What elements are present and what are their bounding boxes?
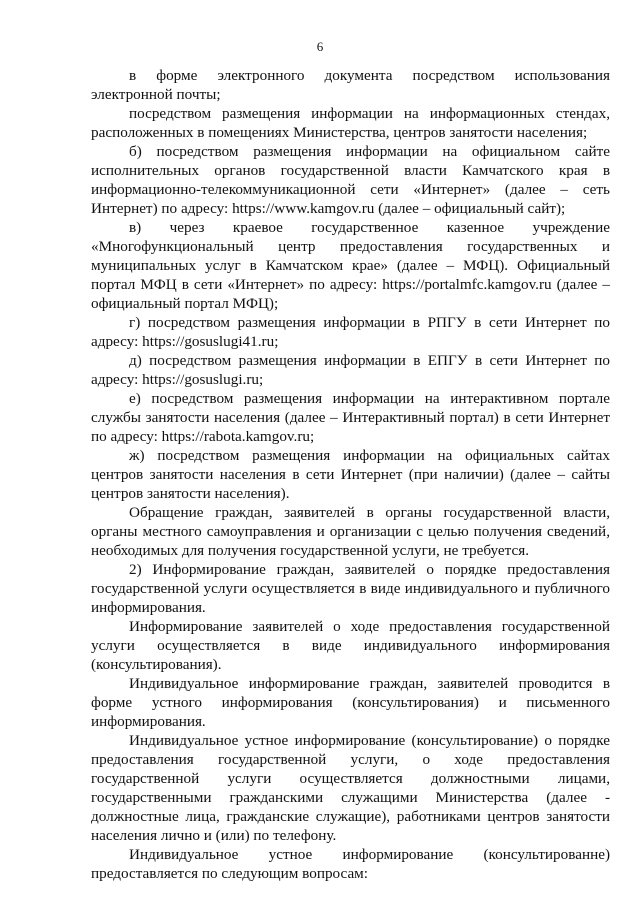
- paragraph: д) посредством размещения информации в ЕПГУ в сети Интернет по адресу: https://gosuslugi.ru;: [91, 352, 610, 388]
- paragraph: Индивидуальное информирование граждан, заявителей проводится в форме устного информирования (консультирования) и письменного информирования.: [91, 675, 610, 730]
- paragraph: в) через краевое государственное казенное учреждение «Многофункциональный центр предоставления государственных и муниципальных услуг в Камчатском крае» (далее – МФЦ). Официальный портал МФЦ в сети «Интернет» по адресу: https://portalmfc.kamgov.ru (далее – официальный портал МФЦ);: [91, 219, 610, 312]
- paragraph: Индивидуальное устное информирование (консультированне) предоставляется по следующим вопросам:: [91, 846, 610, 882]
- paragraph: 2) Информирование граждан, заявителей о порядке предоставления государственной услуги осуществляется в виде индивидуального и публичного информирования.: [91, 561, 610, 616]
- paragraph: ж) посредством размещения информации на официальных сайтах центров занятости населения в сети Интернет (при наличии) (далее – сайты центров занятости населения).: [91, 447, 610, 502]
- paragraph: е) посредством размещения информации на интерактивном портале службы занятости населения (далее – Интерактивный портал) в сети Интернет по адресу: https://rabota.kamgov.ru;: [91, 390, 610, 445]
- paragraph: б) посредством размещения информации на официальном сайте исполнительных органов государственной власти Камчатского края в информационно-телекоммуникационной сети «Интернет» (далее – сеть Интернет) по адресу: https://www.kamgov.ru (далее – официальный сайт);: [91, 143, 610, 217]
- paragraph: посредством размещения информации на информационных стендах, расположенных в помещениях Министерства, центров занятости населения;: [91, 105, 610, 141]
- page-number: 6: [316, 39, 324, 54]
- paragraph: Информирование заявителей о ходе предоставления государственной услуги осуществляется в виде индивидуального информирования (консультирования).: [91, 618, 610, 673]
- paragraph: Индивидуальное устное информирование (консультирование) о порядке предоставления государственной услуги, о ходе предоставления государственной услуги осуществляется должностными лицами, государственными гражданскими служащими Министерства (далее - должностные лица, гражданские служащие), работниками центров занятости населения лично и (или) по телефону.: [91, 732, 610, 844]
- paragraph: в форме электронного документа посредством использования электронной почты;: [91, 67, 610, 103]
- paragraph: г) посредством размещения информации в РПГУ в сети Интернет по адресу: https://gosuslugi41.ru;: [91, 314, 610, 350]
- paragraph: Обращение граждан, заявителей в органы государственной власти, органы местного самоуправления и организации с целью получения сведений, необходимых для получения государственной услуги, не требуется.: [91, 504, 610, 559]
- document-body: [91, 66, 610, 883]
